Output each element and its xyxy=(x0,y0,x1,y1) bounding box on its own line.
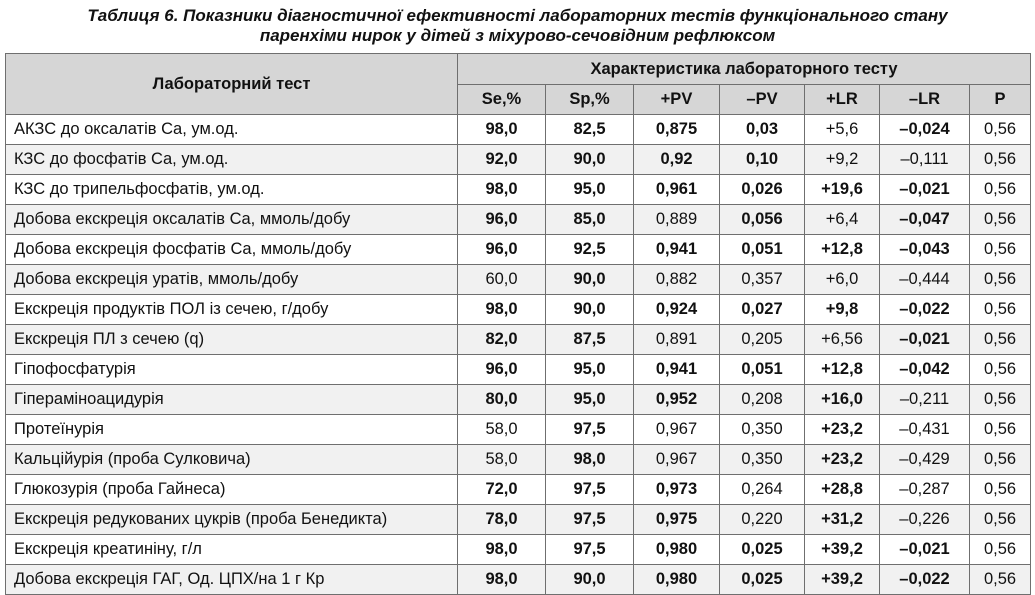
table-row xyxy=(6,535,1031,565)
cell-p: 0,56 xyxy=(970,385,1031,415)
cell-minus-lr: –0,021 xyxy=(880,175,970,205)
cell-minus-pv: 0,350 xyxy=(720,415,805,445)
cell-minus-pv: 0,056 xyxy=(720,205,805,235)
cell-plus-pv: 0,924 xyxy=(634,295,720,325)
cell-se: 72,0 xyxy=(458,475,546,505)
cell-sp: 97,5 xyxy=(546,535,634,565)
cell-minus-lr: –0,022 xyxy=(880,295,970,325)
cell-sp: 82,5 xyxy=(546,115,634,145)
cell-minus-pv: 0,051 xyxy=(720,355,805,385)
cell-test-name: КЗС до фосфатів Ca, ум.од. xyxy=(6,145,458,175)
cell-plus-lr: +39,2 xyxy=(805,565,880,595)
cell-se: 98,0 xyxy=(458,565,546,595)
cell-se: 92,0 xyxy=(458,145,546,175)
table-row xyxy=(6,235,1031,265)
cell-p: 0,56 xyxy=(970,265,1031,295)
cell-minus-lr: –0,021 xyxy=(880,325,970,355)
cell-minus-pv: 0,051 xyxy=(720,235,805,265)
cell-plus-pv: 0,952 xyxy=(634,385,720,415)
table-body xyxy=(6,115,1031,595)
cell-plus-pv: 0,941 xyxy=(634,235,720,265)
cell-sp: 97,5 xyxy=(546,415,634,445)
cell-plus-pv: 0,967 xyxy=(634,445,720,475)
cell-minus-lr: –0,047 xyxy=(880,205,970,235)
cell-minus-pv: 0,350 xyxy=(720,445,805,475)
header-plus-pv: +PV xyxy=(634,85,720,115)
cell-minus-lr: –0,444 xyxy=(880,265,970,295)
cell-sp: 97,5 xyxy=(546,475,634,505)
cell-minus-pv: 0,205 xyxy=(720,325,805,355)
cell-se: 82,0 xyxy=(458,325,546,355)
cell-minus-lr: –0,431 xyxy=(880,415,970,445)
cell-p: 0,56 xyxy=(970,175,1031,205)
header-test-characteristics: Характеристика лабораторного тесту xyxy=(458,54,1031,85)
table-row xyxy=(6,475,1031,505)
cell-p: 0,56 xyxy=(970,415,1031,445)
cell-test-name: Протеїнурія xyxy=(6,415,458,445)
cell-se: 96,0 xyxy=(458,235,546,265)
cell-p: 0,56 xyxy=(970,205,1031,235)
cell-plus-lr: +39,2 xyxy=(805,535,880,565)
cell-minus-lr: –0,043 xyxy=(880,235,970,265)
cell-plus-pv: 0,92 xyxy=(634,145,720,175)
cell-se: 98,0 xyxy=(458,295,546,325)
cell-p: 0,56 xyxy=(970,505,1031,535)
cell-sp: 90,0 xyxy=(546,145,634,175)
table-row xyxy=(6,175,1031,205)
cell-test-name: Добова екскреція уратів, ммоль/добу xyxy=(6,265,458,295)
cell-test-name: АКЗС до оксалатів Ca, ум.од. xyxy=(6,115,458,145)
cell-plus-lr: +31,2 xyxy=(805,505,880,535)
caption-line-1: Таблиця 6. Показники діагностичної ефективності лабораторних тестів функціонального стану xyxy=(87,6,948,25)
cell-plus-lr: +23,2 xyxy=(805,415,880,445)
table-row xyxy=(6,145,1031,175)
cell-plus-pv: 0,973 xyxy=(634,475,720,505)
table-row xyxy=(6,205,1031,235)
cell-se: 96,0 xyxy=(458,355,546,385)
cell-minus-pv: 0,10 xyxy=(720,145,805,175)
cell-sp: 90,0 xyxy=(546,565,634,595)
cell-sp: 90,0 xyxy=(546,295,634,325)
cell-plus-lr: +9,8 xyxy=(805,295,880,325)
cell-p: 0,56 xyxy=(970,355,1031,385)
cell-p: 0,56 xyxy=(970,295,1031,325)
cell-sp: 95,0 xyxy=(546,385,634,415)
cell-se: 58,0 xyxy=(458,415,546,445)
cell-p: 0,56 xyxy=(970,145,1031,175)
cell-sp: 87,5 xyxy=(546,325,634,355)
header-minus-pv: –PV xyxy=(720,85,805,115)
cell-plus-pv: 0,967 xyxy=(634,415,720,445)
cell-sp: 95,0 xyxy=(546,355,634,385)
cell-p: 0,56 xyxy=(970,475,1031,505)
cell-test-name: Екскреція редукованих цукрів (проба Бенедикта) xyxy=(6,505,458,535)
cell-minus-lr: –0,429 xyxy=(880,445,970,475)
table-row xyxy=(6,445,1031,475)
cell-minus-pv: 0,026 xyxy=(720,175,805,205)
cell-plus-lr: +9,2 xyxy=(805,145,880,175)
cell-plus-pv: 0,875 xyxy=(634,115,720,145)
caption-line-2: паренхіми нирок у дітей з міхурово-сечовідним рефлюксом xyxy=(259,26,776,45)
cell-minus-lr: –0,111 xyxy=(880,145,970,175)
cell-p: 0,56 xyxy=(970,445,1031,475)
cell-p: 0,56 xyxy=(970,325,1031,355)
cell-minus-lr: –0,021 xyxy=(880,535,970,565)
cell-plus-lr: +6,56 xyxy=(805,325,880,355)
cell-sp: 98,0 xyxy=(546,445,634,475)
cell-plus-pv: 0,961 xyxy=(634,175,720,205)
cell-plus-lr: +16,0 xyxy=(805,385,880,415)
cell-minus-pv: 0,027 xyxy=(720,295,805,325)
cell-sp: 97,5 xyxy=(546,505,634,535)
cell-plus-lr: +6,4 xyxy=(805,205,880,235)
header-p: P xyxy=(970,85,1031,115)
cell-p: 0,56 xyxy=(970,235,1031,265)
header-minus-lr: –LR xyxy=(880,85,970,115)
cell-plus-pv: 0,891 xyxy=(634,325,720,355)
cell-test-name: Добова екскреція ГАГ, Од. ЦПХ/на 1 г Кр xyxy=(6,565,458,595)
cell-sp: 85,0 xyxy=(546,205,634,235)
header-plus-lr: +LR xyxy=(805,85,880,115)
cell-plus-pv: 0,941 xyxy=(634,355,720,385)
cell-minus-pv: 0,264 xyxy=(720,475,805,505)
cell-plus-lr: +23,2 xyxy=(805,445,880,475)
table-row xyxy=(6,295,1031,325)
cell-test-name: Добова екскреція оксалатів Ca, ммоль/добу xyxy=(6,205,458,235)
table-row xyxy=(6,505,1031,535)
cell-plus-pv: 0,882 xyxy=(634,265,720,295)
cell-test-name: Екскреція креатиніну, г/л xyxy=(6,535,458,565)
table-row xyxy=(6,115,1031,145)
cell-test-name: Екскреція ПЛ з сечею (q) xyxy=(6,325,458,355)
table-row xyxy=(6,265,1031,295)
table-row xyxy=(6,325,1031,355)
cell-sp: 90,0 xyxy=(546,265,634,295)
cell-test-name: Кальційурія (проба Сулковича) xyxy=(6,445,458,475)
cell-se: 98,0 xyxy=(458,115,546,145)
cell-sp: 92,5 xyxy=(546,235,634,265)
table-row xyxy=(6,415,1031,445)
cell-minus-lr: –0,024 xyxy=(880,115,970,145)
cell-minus-lr: –0,042 xyxy=(880,355,970,385)
header-sp: Sp,% xyxy=(546,85,634,115)
cell-plus-lr: +12,8 xyxy=(805,235,880,265)
header-se: Se,% xyxy=(458,85,546,115)
cell-p: 0,56 xyxy=(970,565,1031,595)
cell-minus-pv: 0,025 xyxy=(720,535,805,565)
header-lab-test: Лабораторний тест xyxy=(6,54,458,115)
cell-test-name: Екскреція продуктів ПОЛ із сечею, г/добу xyxy=(6,295,458,325)
cell-test-name: Гіпераміноацидурія xyxy=(6,385,458,415)
cell-se: 98,0 xyxy=(458,535,546,565)
cell-se: 58,0 xyxy=(458,445,546,475)
table-caption xyxy=(0,0,1035,44)
table-row xyxy=(6,355,1031,385)
cell-test-name: КЗС до трипельфосфатів, ум.од. xyxy=(6,175,458,205)
cell-plus-lr: +12,8 xyxy=(805,355,880,385)
cell-test-name: Добова екскреція фосфатів Ca, ммоль/добу xyxy=(6,235,458,265)
cell-minus-pv: 0,025 xyxy=(720,565,805,595)
cell-test-name: Глюкозурія (проба Гайнеса) xyxy=(6,475,458,505)
table-row xyxy=(6,565,1031,595)
cell-plus-pv: 0,975 xyxy=(634,505,720,535)
cell-se: 78,0 xyxy=(458,505,546,535)
cell-minus-lr: –0,226 xyxy=(880,505,970,535)
cell-plus-lr: +5,6 xyxy=(805,115,880,145)
cell-minus-lr: –0,211 xyxy=(880,385,970,415)
cell-test-name: Гіпофосфатурія xyxy=(6,355,458,385)
cell-minus-lr: –0,287 xyxy=(880,475,970,505)
cell-se: 96,0 xyxy=(458,205,546,235)
table-row xyxy=(6,385,1031,415)
cell-se: 80,0 xyxy=(458,385,546,415)
cell-minus-pv: 0,220 xyxy=(720,505,805,535)
cell-minus-pv: 0,03 xyxy=(720,115,805,145)
cell-plus-pv: 0,889 xyxy=(634,205,720,235)
cell-plus-pv: 0,980 xyxy=(634,565,720,595)
cell-plus-lr: +28,8 xyxy=(805,475,880,505)
cell-plus-pv: 0,980 xyxy=(634,535,720,565)
cell-minus-pv: 0,357 xyxy=(720,265,805,295)
cell-minus-lr: –0,022 xyxy=(880,565,970,595)
diagnostic-efficiency-table xyxy=(5,53,1031,595)
cell-minus-pv: 0,208 xyxy=(720,385,805,415)
cell-plus-lr: +19,6 xyxy=(805,175,880,205)
cell-plus-lr: +6,0 xyxy=(805,265,880,295)
cell-p: 0,56 xyxy=(970,535,1031,565)
cell-sp: 95,0 xyxy=(546,175,634,205)
cell-p: 0,56 xyxy=(970,115,1031,145)
cell-se: 98,0 xyxy=(458,175,546,205)
cell-se: 60,0 xyxy=(458,265,546,295)
